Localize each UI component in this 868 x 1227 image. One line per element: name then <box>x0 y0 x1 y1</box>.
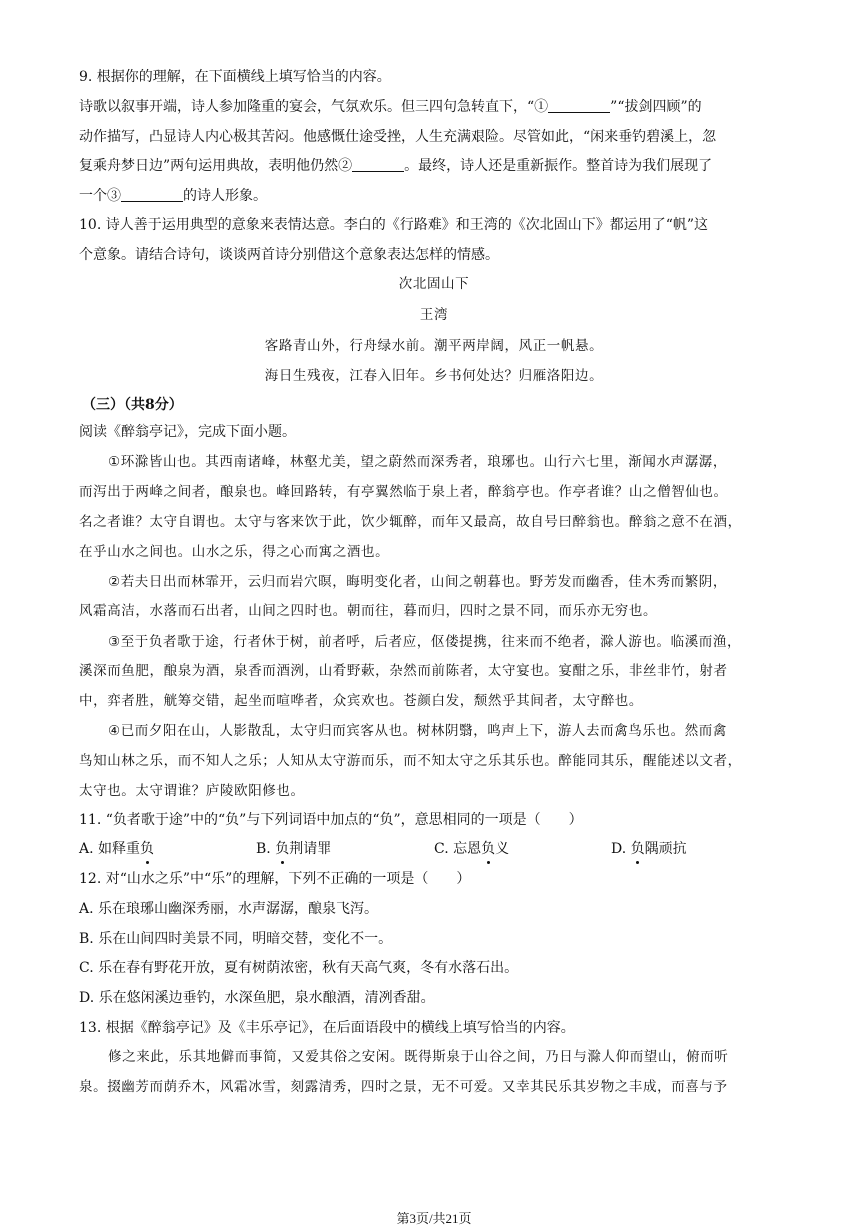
q9-line-4 <box>79 187 267 205</box>
poem-title: 次北固山下 <box>398 276 470 292</box>
q10-line-1: 10. 诗人善于运用典型的意象来表情达意。李白的《行路难》和王湾的《次北固山下》都运用了“帆”这 <box>79 217 709 233</box>
q9-line-1-b: ”“拔剑四顾”的 <box>610 99 702 115</box>
q11-d-dotted-char: 负 <box>630 841 645 857</box>
q11-a-text: A. 如释重 <box>79 841 141 857</box>
q11-stem: 11. “负者歌于途”中的“负”与下列词语中加点的“负”，意思相同的一项是（ ） <box>79 812 583 828</box>
q13-passage-line-2: 泉。掇幽芳而荫乔木，风霜冰雪，刻露清秀，四时之景，无不可爱。又幸其民乐其岁物之丰成，而喜与予 <box>79 1079 728 1095</box>
poem-line-2: 海日生残夜，江春入旧年。乡书何处达？归雁洛阳边。 <box>264 368 604 384</box>
q9-title: 9. 根据你的理解，在下面横线上填写恰当的内容。 <box>79 69 391 85</box>
blank-2[interactable] <box>352 157 404 172</box>
q9-line-4-b: 的诗人形象。 <box>183 188 267 204</box>
q11-option-d[interactable] <box>611 840 687 858</box>
passage-p1-line-4: 在乎山水之间也。山水之乐，得之心而寓之酒也。 <box>79 544 390 560</box>
passage-p4-line-3: 太守也。太守谓谁？庐陵欧阳修也。 <box>79 783 305 799</box>
q11-a-dotted-char: 负 <box>140 841 155 857</box>
q9-line-2: 动作描写，凸显诗人内心极其苦闷。他感慨仕途受挫，人生充满艰险。尽管如此，“闲来垂钓碧溪上，忽 <box>79 129 717 145</box>
passage-p2-line-1: ②若夫日出而林霏开，云归而岩穴暝，晦明变化者，山间之朝暮也。野芳发而幽香，佳木秀而繁阴， <box>108 574 728 590</box>
q11-b-text-end: 荆请罪 <box>289 841 332 857</box>
q11-b-dotted-char: 负 <box>275 841 290 857</box>
passage-p3-line-3: 中，弈者胜，觥筹交错，起坐而喧哗者，众宾欢也。苍颜白发，颓然乎其间者，太守醉也。 <box>79 693 643 709</box>
q11-c-dotted-char: 负 <box>481 841 496 857</box>
q9-line-3-b: 。最终，诗人还是重新振作。整首诗为我们展现了 <box>404 158 713 174</box>
q11-c-text: C. 忘恩 <box>434 841 482 857</box>
poem-line-1: 客路青山外，行舟绿水前。潮平两岸阔，风正一帆悬。 <box>264 338 604 354</box>
q11-d-text: D. <box>611 841 631 857</box>
q9-line-3-a: 复乘舟梦日边”两句运用典故，表明他仍然② <box>79 158 353 174</box>
section-intro: 阅读《醉翁亭记》，完成下面小题。 <box>79 424 296 440</box>
q13-stem: 13. 根据《醉翁亭记》及《丰乐亭记》，在后面语段中的横线上填写恰当的内容。 <box>79 1020 575 1036</box>
section-heading: （三）（共8分） <box>82 397 183 413</box>
passage-p4-line-2: 鸟知山林之乐，而不知人之乐；人知从太守游而乐，而不知太守之乐其乐也。醉能同其乐，醒能述以文者， <box>79 753 742 769</box>
q10-line-2: 个意象。请结合诗句，谈谈两首诗分别借这个意象表达怎样的情感。 <box>79 247 499 263</box>
q12-option-d[interactable]: D. 乐在悠闲溪边垂钓，水深鱼肥，泉水酿酒，清冽香甜。 <box>79 990 435 1006</box>
passage-p1-line-1: ①环滁皆山也。其西南诸峰，林壑尤美，望之蔚然而深秀者，琅琊也。山行六七里，渐闻水声潺潺， <box>108 454 728 470</box>
q11-option-c[interactable] <box>434 840 509 858</box>
passage-p3-line-2: 溪深而鱼肥，酿泉为酒，泉香而酒洌，山肴野蔌，杂然而前陈者，太守宴也。宴酣之乐，非丝非竹，射者 <box>79 663 728 679</box>
passage-p1-line-2: 而泻出于两峰之间者，酿泉也。峰回路转，有亭翼然临于泉上者，醉翁亭也。作亭者谁？山之僧智仙也。 <box>79 484 728 500</box>
poem-author: 王湾 <box>419 307 449 323</box>
q9-line-1 <box>79 98 702 116</box>
q12-option-b[interactable]: B. 乐在山间四时美景不同，明暗交替，变化不一。 <box>79 931 393 947</box>
q11-d-text-end: 隅顽抗 <box>644 841 687 857</box>
q11-c-text-end: 义 <box>495 841 510 857</box>
passage-p2-line-2: 风霜高洁，水落而石出者，山间之四时也。朝而往，暮而归，四时之景不同，而乐亦无穷也。 <box>79 603 658 619</box>
blank-3[interactable] <box>121 187 183 202</box>
q12-option-c[interactable]: C. 乐在春有野花开放，夏有树荫浓密，秋有天高气爽，冬有水落石出。 <box>79 960 519 976</box>
q11-b-text: B. <box>256 841 276 857</box>
q12-stem: 12. 对“山水之乐”中“乐”的理解，下列不正确的一项是（ ） <box>79 871 471 887</box>
q13-passage-line-1: 修之来此，乐其地僻而事简，又爱其俗之安闲。既得斯泉于山谷之间，乃日与滁人仰而望山，俯而听 <box>108 1049 729 1065</box>
passage-p1-line-3: 名之者谁？太守自谓也。太守与客来饮于此，饮少辄醉，而年又最高，故自号曰醉翁也。醉翁之意不在酒， <box>79 514 742 530</box>
q9-line-4-a: 一个③ <box>79 188 121 204</box>
page-number: 第3页/共21页 <box>396 1211 472 1226</box>
q9-line-3 <box>79 157 712 175</box>
passage-p4-line-1: ④已而夕阳在山，人影散乱，太守归而宾客从也。树林阴翳，鸣声上下，游人去而禽鸟乐也。然而禽 <box>108 723 728 739</box>
blank-1[interactable] <box>548 98 610 113</box>
q12-option-a[interactable]: A. 乐在琅琊山幽深秀丽，水声潺潺，酿泉飞泻。 <box>79 901 379 917</box>
passage-p3-line-1: ③至于负者歌于途，行者休于树，前者呼，后者应，伛偻提携，往来而不绝者，滁人游也。临溪而渔， <box>108 634 742 650</box>
q11-option-b[interactable] <box>256 840 331 858</box>
q9-line-1-a: 诗歌以叙事开端，诗人参加隆重的宴会，气氛欢乐。但三四句急转直下，“① <box>79 99 549 115</box>
q11-option-a[interactable] <box>79 840 154 858</box>
